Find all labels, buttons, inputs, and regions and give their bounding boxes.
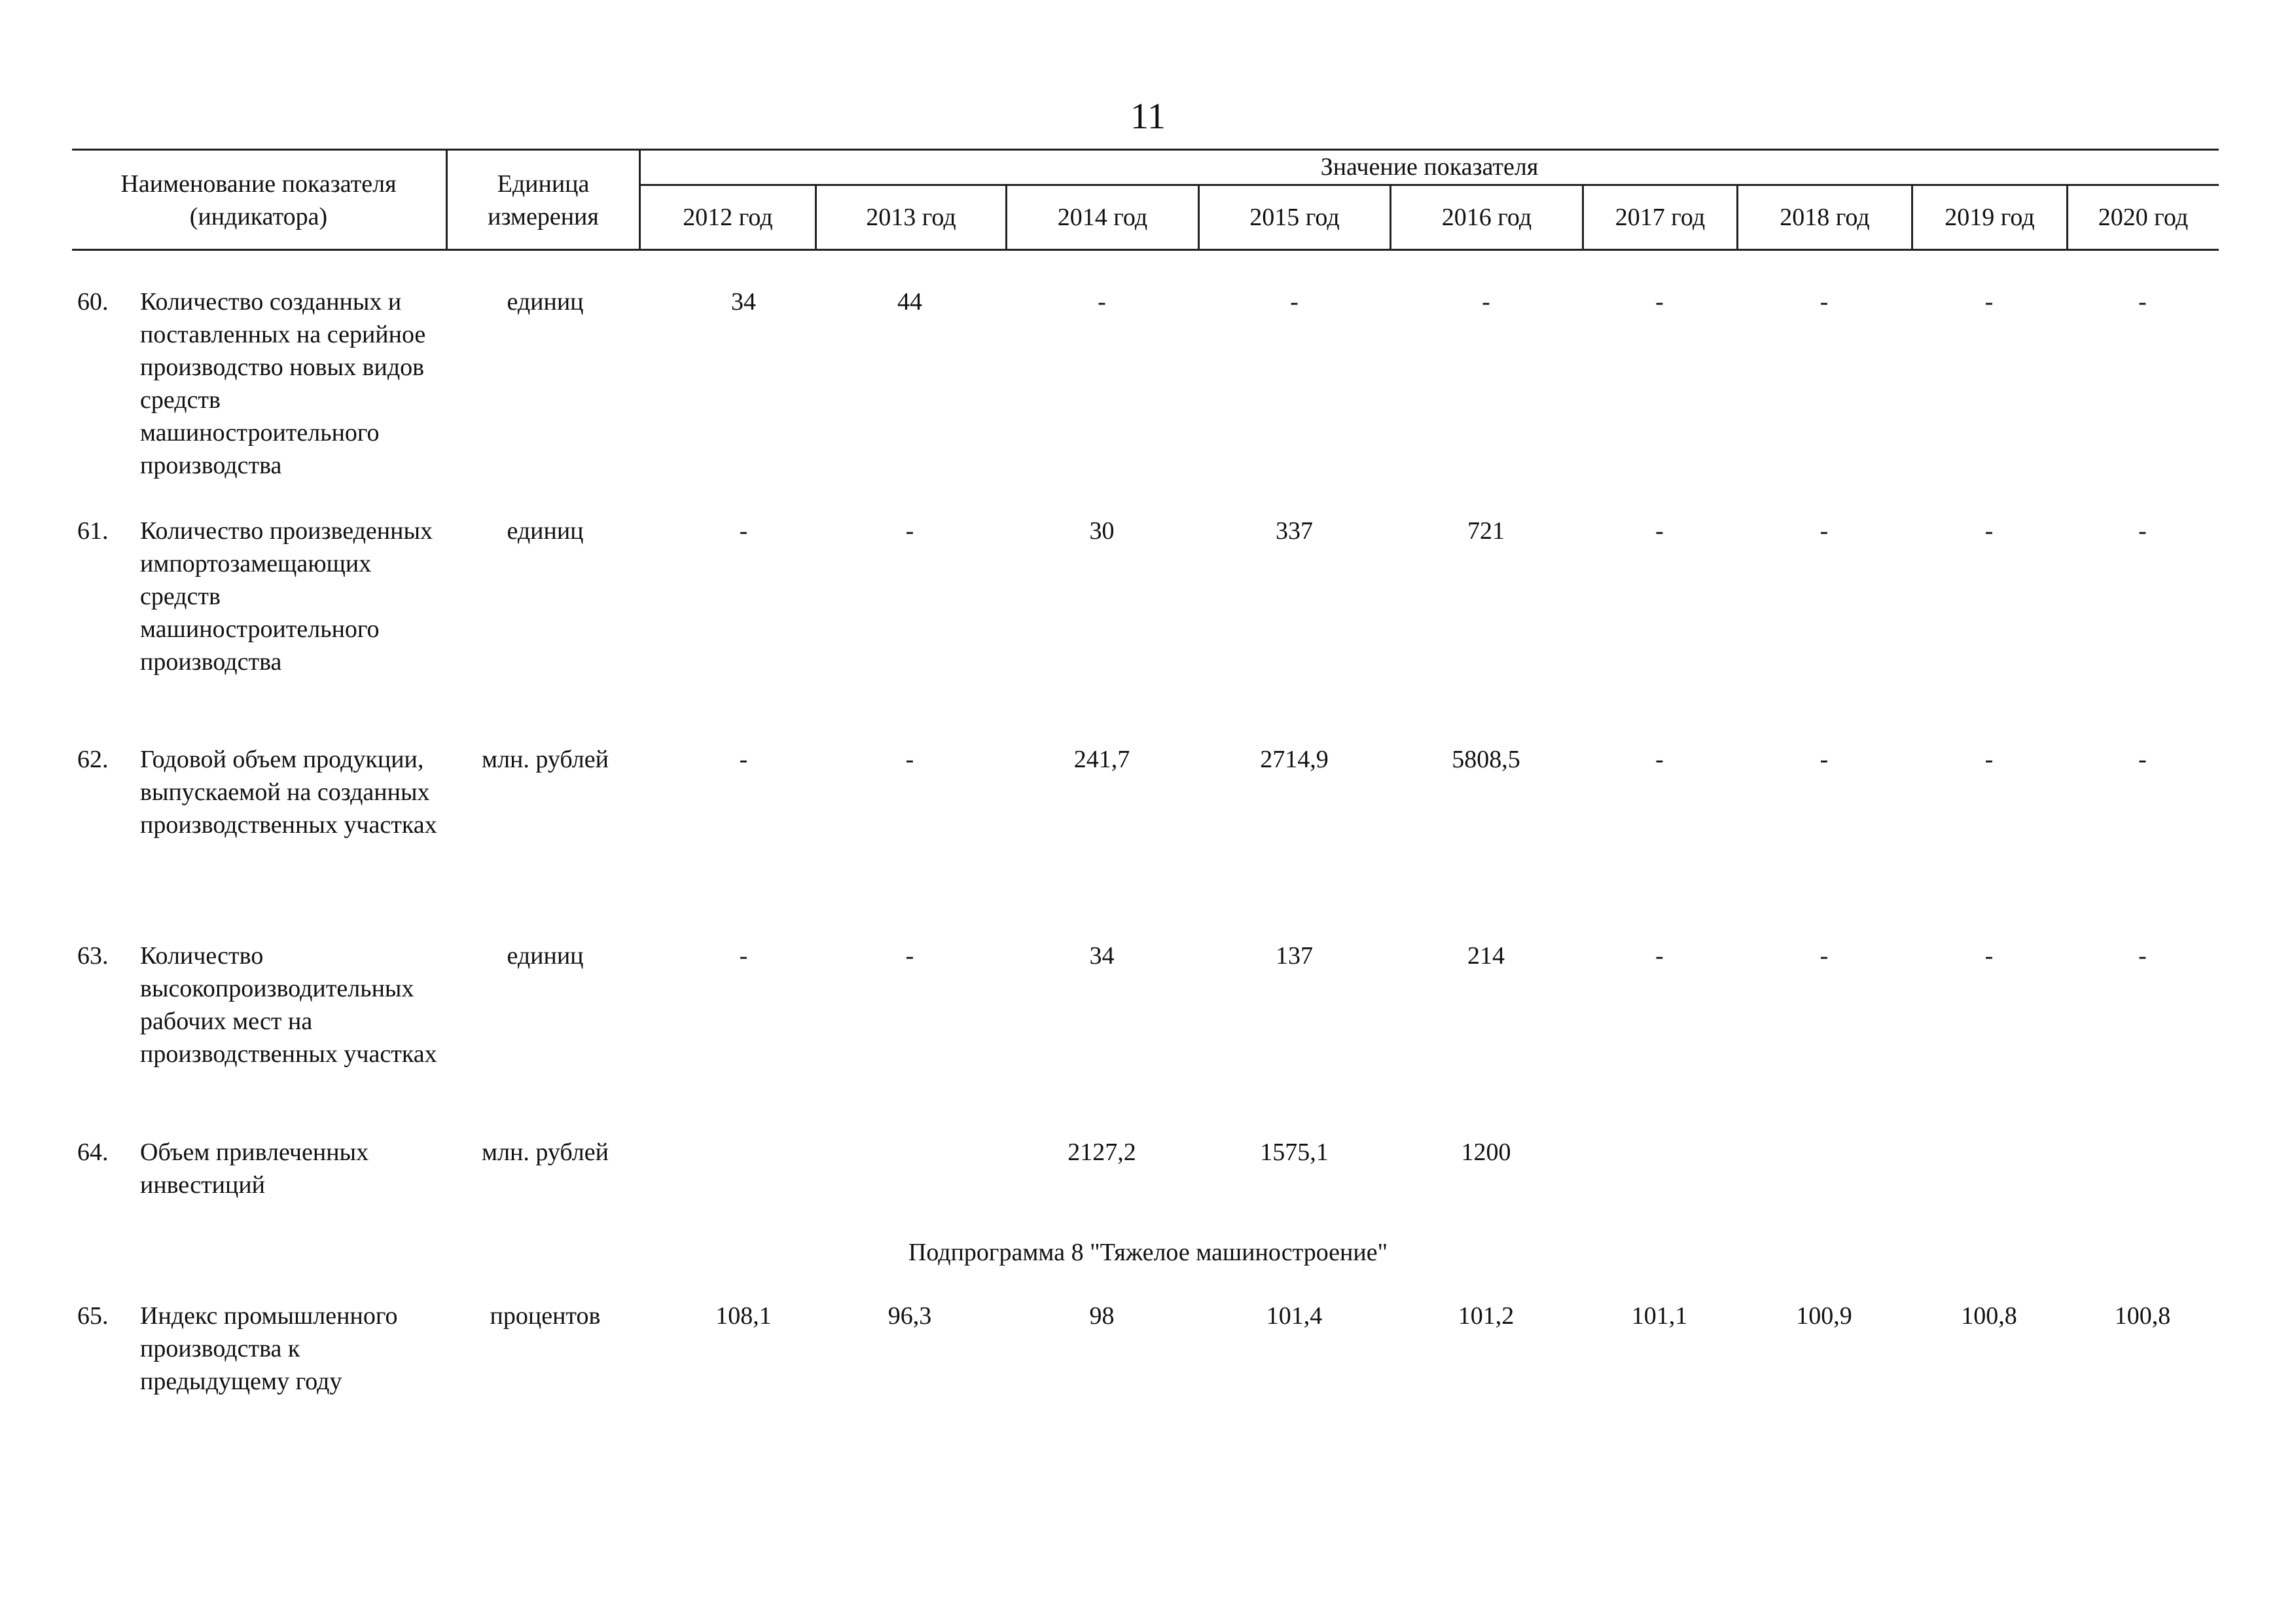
value-2016: -	[1482, 288, 1490, 316]
row-indicator-name: Индекс промышленного производства к предыдущему году	[140, 1302, 398, 1395]
value-2015: 337	[1276, 517, 1313, 545]
header-year-2017: 2017 год	[1615, 204, 1706, 231]
value-2017: -	[1655, 288, 1664, 316]
value-2019: -	[1984, 517, 1994, 545]
header-year-2016: 2016 год	[1441, 204, 1532, 231]
value-2012: -	[739, 517, 748, 545]
row-unit: процентов	[490, 1302, 601, 1330]
value-2014: 30	[1089, 517, 1115, 545]
row-indicator-name: Количество произведенных импортозамещающих средств машиностроительного производства	[140, 517, 433, 676]
value-2012: 34	[731, 288, 756, 316]
value-2016: 101,2	[1458, 1302, 1515, 1330]
value-2018: -	[1820, 288, 1829, 316]
row-unit: единиц	[507, 942, 584, 970]
header-year-2015: 2015 год	[1249, 204, 1340, 231]
value-2013: -	[905, 942, 914, 970]
header-year-2012: 2012 год	[683, 204, 773, 231]
row-indicator-name: Количество высокопроизводительных рабочих мест на производственных участках	[140, 942, 437, 1068]
value-2020: -	[2138, 517, 2147, 545]
value-2012: 108,1	[715, 1302, 772, 1330]
value-2018: 100,9	[1796, 1302, 1852, 1330]
value-2013: -	[905, 517, 914, 545]
value-2017: -	[1655, 746, 1664, 773]
value-2012: -	[739, 942, 748, 970]
row-unit: единиц	[507, 517, 584, 545]
value-2018: -	[1820, 746, 1829, 773]
value-2016: 214	[1467, 942, 1505, 970]
header-year-2019: 2019 год	[1945, 204, 2035, 231]
row-unit: единиц	[507, 288, 584, 316]
subprogram-heading: Подпрограмма 8 "Тяжелое машиностроение"	[908, 1239, 1388, 1266]
value-2016: 5808,5	[1452, 746, 1520, 773]
row-number: 65.	[77, 1302, 109, 1330]
row-number: 61.	[77, 517, 109, 545]
value-2015: 137	[1276, 942, 1313, 970]
value-2015: 1575,1	[1260, 1139, 1329, 1166]
header-value-group: Значение показателя	[1320, 153, 1539, 181]
value-2019: -	[1984, 288, 1994, 316]
header-year-2013: 2013 год	[866, 204, 956, 231]
row-indicator-name: Объем привлеченных инвестиций	[140, 1139, 369, 1199]
year-header-rule	[640, 184, 2219, 186]
value-2017: 101,1	[1631, 1302, 1688, 1330]
page-number: 11	[1130, 96, 1166, 137]
row-unit: млн. рублей	[482, 1139, 609, 1166]
value-2016: 721	[1467, 517, 1505, 545]
col-divider-name-unit	[446, 150, 448, 249]
value-2013: 44	[897, 288, 922, 316]
value-2019: -	[1984, 746, 1994, 773]
value-2019: -	[1984, 942, 1994, 970]
row-indicator-name: Годовой объем продукции, выпускаемой на созданных производственных участках	[140, 746, 437, 839]
value-2018: -	[1820, 942, 1829, 970]
row-number: 64.	[77, 1139, 109, 1166]
value-2013: -	[905, 746, 914, 773]
row-unit: млн. рублей	[482, 746, 609, 773]
header-unit-col: Единица измерения	[488, 170, 599, 230]
value-2012: -	[739, 746, 748, 773]
value-2013: 96,3	[888, 1302, 932, 1330]
row-number: 63.	[77, 942, 109, 970]
header-name-col: Наименование показателя (индикатора)	[120, 170, 397, 230]
value-2014: -	[1098, 288, 1106, 316]
value-2015: 101,4	[1266, 1302, 1323, 1330]
value-2020: -	[2138, 942, 2147, 970]
header-year-2020: 2020 год	[2098, 204, 2189, 231]
value-2014: 34	[1089, 942, 1115, 970]
value-2014: 241,7	[1073, 746, 1130, 773]
header-year-2014: 2014 год	[1057, 204, 1148, 231]
value-2015: -	[1290, 288, 1299, 316]
row-number: 60.	[77, 288, 109, 316]
value-2014: 2127,2	[1067, 1139, 1136, 1166]
value-2016: 1200	[1461, 1139, 1511, 1166]
table-header-bottom-rule	[72, 249, 2219, 251]
value-2014: 98	[1089, 1302, 1115, 1330]
value-2015: 2714,9	[1260, 746, 1329, 773]
value-2020: -	[2138, 288, 2147, 316]
value-2017: -	[1655, 517, 1664, 545]
row-number: 62.	[77, 746, 109, 773]
value-2018: -	[1820, 517, 1829, 545]
value-2017: -	[1655, 942, 1664, 970]
row-indicator-name: Количество созданных и поставленных на серийное производство новых видов средств машиностроительного производства	[140, 288, 426, 479]
value-2020: 100,8	[2114, 1302, 2171, 1330]
value-2019: 100,8	[1961, 1302, 2017, 1330]
value-2020: -	[2138, 746, 2147, 773]
header-year-2018: 2018 год	[1780, 204, 1870, 231]
